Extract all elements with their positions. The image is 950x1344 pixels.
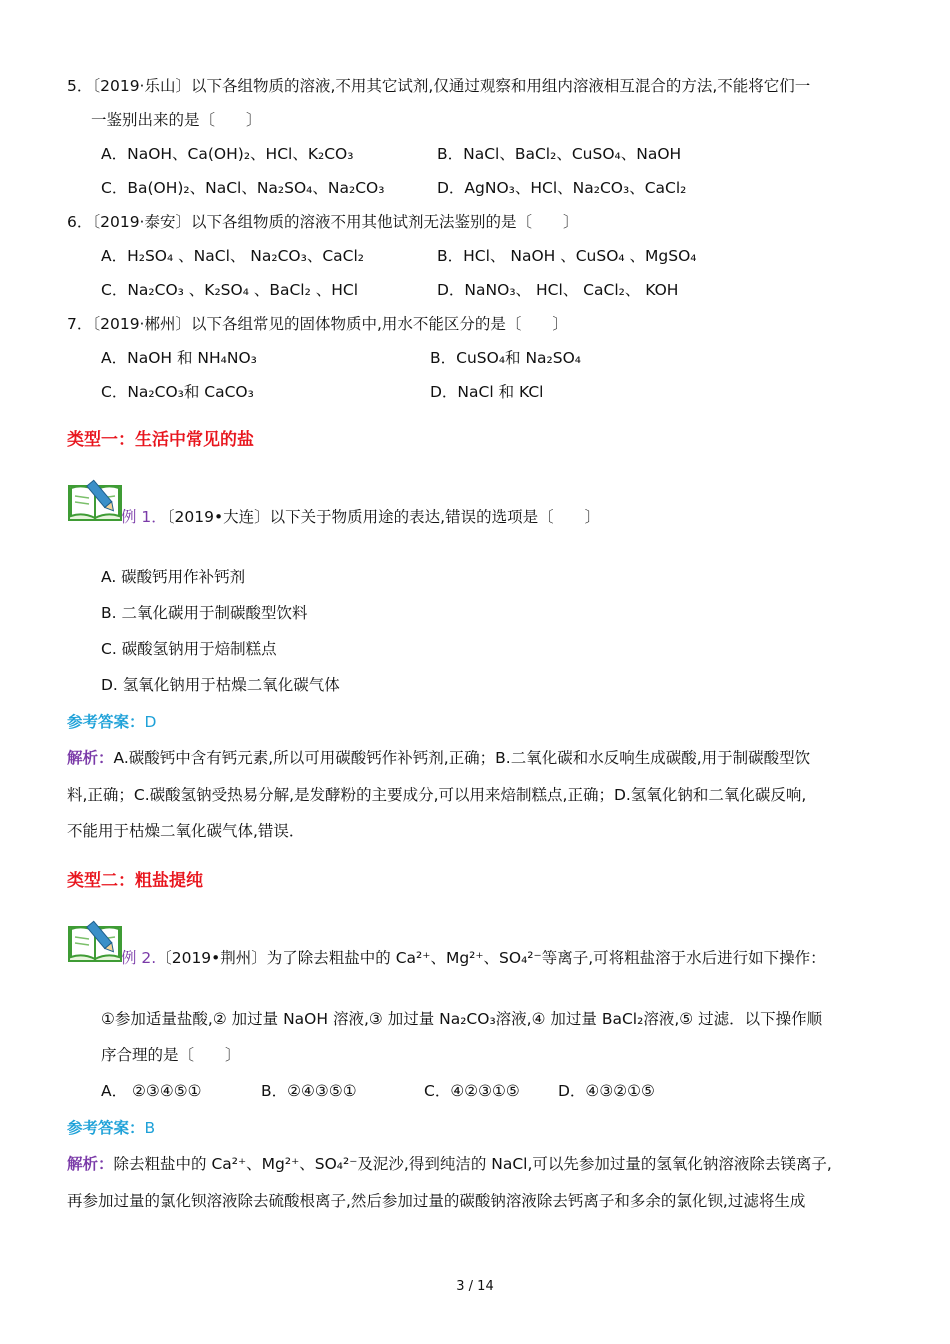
example-2-answer bbox=[67, 1117, 155, 1139]
example-2-option-b: B．②④③⑤① bbox=[261, 1082, 357, 1100]
q7-option-b: B．CuSO₄和 Na₂SO₄ bbox=[430, 349, 582, 367]
example-2-option-a: A． ②③④⑤① bbox=[101, 1082, 202, 1100]
example-1-question: 〔2019•大连〕以下关于物质用途的表达,错误的选项是〔 〕 bbox=[166, 508, 601, 526]
example-2-operations-line2: 序合理的是〔 〕 bbox=[101, 1046, 241, 1064]
q7-option-c: C．Na₂CO₃和 CaCO₃ bbox=[101, 383, 254, 401]
example-2-operations-line1: ①参加适量盐酸,② 加过量 NaOH 溶液,③ 加过量 Na₂CO₃溶液,④ 加过量 BaCl₂溶液,⑤ 过滤．以下操作顺 bbox=[101, 1010, 823, 1028]
example-1-analysis-line3: 不能用于枯燥二氧化碳气体,错误． bbox=[67, 822, 305, 840]
section-heading-type2: 类型二：粗盐提纯 bbox=[67, 871, 203, 891]
page-number: 3 / 14 bbox=[456, 1279, 494, 1294]
answer-label: 参考答案： bbox=[67, 713, 145, 731]
q6-option-c: C．Na₂CO₃ 、K₂SO₄ 、BaCl₂ 、HCl bbox=[101, 281, 359, 299]
example-2-label: 例 2. bbox=[121, 949, 157, 967]
q7-option-a: A．NaOH 和 NH₄NO₃ bbox=[101, 349, 257, 367]
example-1-answer bbox=[67, 711, 156, 733]
analysis-label: 解析： bbox=[67, 749, 114, 767]
example-2-analysis-line1 bbox=[67, 1153, 832, 1175]
answer-label: 参考答案： bbox=[67, 1119, 145, 1137]
open-book-pencil-icon bbox=[67, 476, 123, 524]
example-2-option-d: D．④③②①⑤ bbox=[558, 1082, 655, 1100]
example-1-option-c: C. 碳酸氢钠用于焙制糕点 bbox=[101, 640, 277, 658]
q6-stem: 6．〔2019·泰安〕以下各组物质的溶液不用其他试剂无法鉴别的是〔 〕 bbox=[67, 213, 579, 231]
q5-option-a: A．NaOH、Ca(OH)₂、HCl、K₂CO₃ bbox=[101, 145, 354, 163]
example-1-option-b: B. 二氧化碳用于制碳酸型饮料 bbox=[101, 604, 308, 622]
example-1-option-d: D. 氢氧化钠用于枯燥二氧化碳气体 bbox=[101, 676, 340, 694]
example-2-option-c: C．④②③①⑤ bbox=[424, 1082, 520, 1100]
example-1-stem bbox=[121, 506, 600, 528]
q5-option-b: B．NaCl、BaCl₂、CuSO₄、NaOH bbox=[437, 145, 682, 163]
analysis-text: A.碳酸钙中含有钙元素,所以可用碳酸钙作补钙剂,正确；B.二氧化碳和水反响生成碳酸,用于制碳酸型饮 bbox=[113, 749, 811, 767]
q5-option-d: D．AgNO₃、HCl、Na₂CO₃、CaCl₂ bbox=[437, 179, 687, 197]
example-2-analysis-line2: 再参加过量的氯化钡溶液除去硫酸根离子,然后参加过量的碳酸钠溶液除去钙离子和多余的氯化钡,过滤将生成 bbox=[67, 1192, 806, 1210]
example-1-analysis-line2: 料,正确；C.碳酸氢钠受热易分解,是发酵粉的主要成分,可以用来焙制糕点,正确；D.氢氧化钠和二氧化碳反响, bbox=[67, 786, 807, 804]
example-1-label: 例 1． bbox=[121, 508, 167, 526]
q5-stem-line2: 一鉴别出来的是〔 〕 bbox=[91, 111, 262, 129]
q7-stem: 7．〔2019·郴州〕以下各组常见的固体物质中,用水不能区分的是〔 〕 bbox=[67, 315, 568, 333]
q5-stem-line1: 5．〔2019·乐山〕以下各组物质的溶液,不用其它试剂,仅通过观察和用组内溶液相互混合的方法,不能将它们一 bbox=[67, 77, 811, 95]
example-1-option-a: A. 碳酸钙用作补钙剂 bbox=[101, 568, 246, 586]
answer-value: D bbox=[144, 713, 157, 731]
example-2-question: 〔2019•荆州〕为了除去粗盐中的 Ca²⁺、Mg²⁺、SO₄²⁻等离子,可将粗盐溶于水后进行如下操作： bbox=[156, 949, 826, 967]
q6-option-a: A．H₂SO₄ 、NaCl、 Na₂CO₃、CaCl₂ bbox=[101, 247, 365, 265]
q5-option-c: C．Ba(OH)₂、NaCl、Na₂SO₄、Na₂CO₃ bbox=[101, 179, 385, 197]
q6-option-b: B．HCl、 NaOH 、CuSO₄ 、MgSO₄ bbox=[437, 247, 697, 265]
q6-option-d: D．NaNO₃、 HCl、 CaCl₂、 KOH bbox=[437, 281, 679, 299]
answer-value: B bbox=[144, 1119, 156, 1137]
section-heading-type1: 类型一：生活中常见的盐 bbox=[67, 430, 254, 450]
analysis-text: 除去粗盐中的 Ca²⁺、Mg²⁺、SO₄²⁻及泥沙,得到纯洁的 NaCl,可以先参加过量的氢氧化钠溶液除去镁离子, bbox=[113, 1155, 832, 1173]
open-book-pencil-icon bbox=[67, 917, 123, 965]
example-1-analysis-line1 bbox=[67, 747, 810, 769]
example-2-stem bbox=[121, 947, 826, 969]
q7-option-d: D．NaCl 和 KCl bbox=[430, 383, 544, 401]
analysis-label: 解析： bbox=[67, 1155, 114, 1173]
